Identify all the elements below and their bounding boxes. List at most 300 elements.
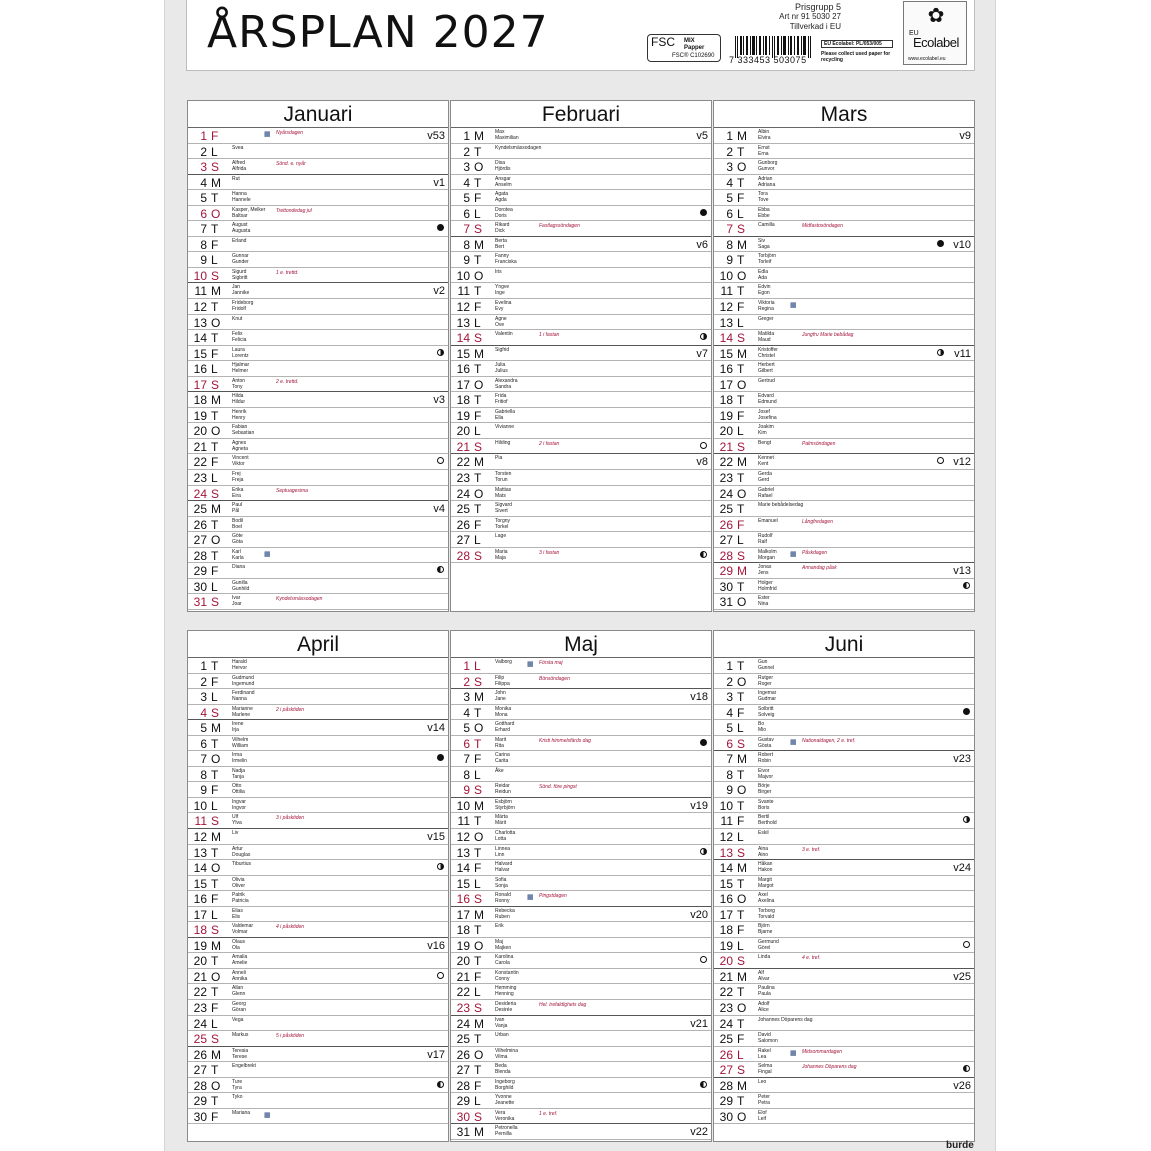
weekday-letter: L (737, 721, 744, 736)
day-number: 20 (193, 954, 207, 969)
day-row (188, 408, 448, 424)
weekday-letter: T (211, 767, 219, 782)
day-number: 26 (193, 1047, 207, 1062)
day-row (714, 315, 974, 331)
day-number: 25 (456, 502, 470, 517)
flag-icon: ▦ (264, 550, 271, 558)
month-name: Januari (188, 101, 448, 128)
price-group: Prisgrupp 5 (794, 2, 841, 12)
day-row (451, 767, 711, 783)
day-number: 18 (719, 393, 733, 408)
holiday-note: Pingstdagen (539, 893, 567, 900)
name-day: Teresia Terese (232, 1047, 249, 1060)
name-day: Josef Josefina (758, 408, 777, 421)
day-number: 24 (456, 1016, 470, 1031)
day-number: 8 (200, 237, 207, 252)
weekday-letter: T (737, 284, 745, 299)
day-number: 7 (200, 222, 207, 237)
day-number: 17 (719, 377, 733, 392)
calendar-header (186, 0, 975, 71)
holiday-note: Jungfru Marie bebådag (802, 332, 854, 339)
holiday-note: Kyndelsmässodagen (276, 596, 323, 603)
weekday-letter: L (474, 659, 481, 673)
weekday-letter: S (474, 222, 483, 237)
weekday-letter: O (737, 892, 747, 907)
day-row (714, 346, 974, 362)
day-number: 1 (200, 659, 207, 673)
day-row (714, 268, 974, 284)
weekday-letter: S (737, 548, 746, 563)
day-number: 1 (463, 129, 470, 143)
month-april (187, 630, 449, 1142)
weekday-letter: M (211, 830, 221, 845)
day-number: 14 (719, 861, 733, 876)
day-number: 15 (193, 876, 207, 891)
name-day: Ivan Vanja (495, 1016, 508, 1029)
weekday-letter: O (737, 783, 747, 798)
day-number: 20 (456, 424, 470, 439)
week-number: v13 (953, 565, 971, 578)
week-number: v25 (953, 970, 971, 983)
weekday-letter: M (211, 393, 221, 408)
name-day: Bertil Berthold (758, 814, 777, 827)
holiday-note: Midfastosöndagen (802, 223, 843, 230)
day-number: 24 (193, 1016, 207, 1031)
day-row (714, 439, 974, 455)
weekday-letter: O (737, 486, 747, 501)
name-day: Sigurd Sigbritt (232, 268, 248, 281)
weekday-letter: M (737, 237, 747, 252)
weekday-letter: S (211, 160, 220, 175)
name-day: Albin Elvira (758, 129, 771, 141)
day-number: 13 (193, 315, 207, 330)
day-row (188, 1093, 448, 1109)
day-number: 6 (726, 206, 733, 221)
day-row (188, 361, 448, 377)
name-day: Ingeborg Borghild (495, 1078, 515, 1091)
weekday-letter: T (737, 798, 745, 813)
day-number: 13 (719, 845, 733, 860)
moon-last-icon (437, 1081, 444, 1088)
weekday-letter: S (211, 268, 220, 283)
day-number: 4 (726, 175, 733, 190)
name-day: Linnea Linn (495, 845, 511, 858)
week-number: v15 (427, 831, 445, 844)
day-number: 12 (719, 830, 733, 845)
week-number: v8 (696, 456, 708, 469)
day-number: 3 (726, 160, 733, 175)
name-day: Knut (232, 315, 243, 322)
weekday-letter: O (474, 160, 484, 175)
day-number: 7 (463, 752, 470, 767)
name-day: Ture Tyra (232, 1078, 243, 1091)
week-number: v22 (690, 1126, 708, 1139)
day-number: 19 (193, 938, 207, 953)
weekday-letter: O (211, 315, 221, 330)
day-number: 21 (719, 439, 733, 454)
month-name: April (188, 631, 448, 658)
day-row (714, 1078, 974, 1094)
name-day: Frideborg Fridolf (232, 300, 254, 313)
day-number: 10 (456, 268, 470, 283)
day-row (188, 689, 448, 705)
day-row (451, 1062, 711, 1078)
weekday-letter: M (737, 564, 747, 579)
name-day: Allan Glenn (232, 985, 246, 998)
name-day: Holger Holmfrid (758, 579, 777, 592)
weekday-letter: F (474, 1078, 482, 1093)
day-row (714, 736, 974, 752)
weekday-letter: T (474, 1063, 482, 1078)
weekday-letter: M (737, 861, 747, 876)
weekday-letter: O (737, 268, 747, 283)
day-number: 6 (200, 736, 207, 751)
moon-last-icon (963, 582, 970, 589)
weekday-letter: T (474, 923, 482, 938)
day-row (451, 1078, 711, 1094)
moon-full-icon (700, 442, 707, 449)
name-day: Håkan Hakon (758, 861, 773, 874)
name-day: Olivia Oliver (232, 876, 246, 889)
day-row (714, 252, 974, 268)
moon-full-icon (700, 956, 707, 963)
day-row (714, 392, 974, 408)
moon-first-icon (437, 863, 444, 870)
day-row (451, 782, 711, 798)
moon-first-icon (700, 333, 707, 340)
weekday-letter: F (211, 237, 219, 252)
name-day: Tyko (232, 1094, 243, 1101)
day-row (188, 486, 448, 502)
day-number: 24 (719, 1016, 733, 1031)
day-row (714, 330, 974, 346)
moon-full-icon (937, 457, 944, 464)
name-day: Yvonne Jeanette (495, 1094, 515, 1107)
day-number: 28 (719, 548, 733, 563)
article-number: Art nr 91 5030 27 (779, 12, 841, 21)
moon-last-icon (437, 566, 444, 573)
holiday-note: 1 i fastan (539, 332, 560, 339)
name-day: Agnes Agneta (232, 439, 248, 452)
weekday-letter: T (211, 659, 219, 673)
holiday-note: Midsommardagen (802, 1048, 843, 1055)
day-row (188, 594, 448, 610)
weekday-letter: F (211, 129, 219, 143)
day-row (714, 470, 974, 486)
day-row (188, 144, 448, 160)
weekday-letter: S (474, 1001, 483, 1016)
day-row (451, 1031, 711, 1047)
day-number: 13 (456, 315, 470, 330)
day-number: 20 (456, 954, 470, 969)
day-row (451, 144, 711, 160)
weekday-letter: T (211, 736, 219, 751)
weekday-letter: S (211, 377, 220, 392)
weekday-letter: M (211, 1047, 221, 1062)
weekday-letter: S (211, 705, 220, 720)
weekday-letter: T (737, 907, 745, 922)
day-row (188, 782, 448, 798)
weekday-letter: T (737, 985, 745, 1000)
weekday-letter: L (211, 362, 218, 377)
day-number: 20 (193, 424, 207, 439)
moon-new-icon (937, 240, 944, 247)
holiday-note: Annandag påsk (802, 565, 837, 572)
day-number: 21 (193, 439, 207, 454)
day-number: 22 (456, 985, 470, 1000)
holiday-note: 3 i fastan (539, 549, 560, 556)
day-row (714, 891, 974, 907)
week-number: v17 (427, 1048, 445, 1061)
day-number: 8 (726, 767, 733, 782)
name-day: Patrik Patricia (232, 892, 249, 905)
day-row (188, 128, 448, 144)
day-row (714, 532, 974, 548)
weekday-letter: T (474, 1032, 482, 1047)
day-row (188, 377, 448, 393)
day-row (188, 175, 448, 191)
name-day: Ansgar Anselm (495, 175, 512, 188)
weekday-letter: S (737, 439, 746, 454)
name-day: Urban (495, 1032, 509, 1039)
day-row (188, 330, 448, 346)
weekday-letter: O (211, 752, 221, 767)
name-day: Petronella Pernilla (495, 1125, 518, 1138)
weekday-letter: M (474, 1016, 484, 1031)
day-number: 11 (194, 284, 207, 299)
day-row (451, 501, 711, 517)
day-row (451, 237, 711, 253)
fsc-paper: Papper (684, 45, 705, 51)
day-row (188, 501, 448, 517)
weekday-letter: F (737, 517, 745, 532)
day-number: 13 (719, 315, 733, 330)
day-row (188, 283, 448, 299)
name-day: Ulf Ylva (232, 814, 242, 827)
day-row (714, 953, 974, 969)
name-day: Edvard Edmund (758, 393, 777, 406)
name-day: Gudmund Ingemund (232, 674, 255, 687)
weekday-letter: S (211, 1032, 220, 1047)
flag-icon: ▦ (264, 1111, 271, 1119)
month-name: Mars (714, 101, 974, 128)
weekday-letter: F (474, 969, 482, 984)
day-row (714, 501, 974, 517)
weekday-letter: M (474, 1125, 484, 1140)
day-number: 12 (193, 300, 207, 315)
weekday-letter: M (211, 502, 221, 517)
week-number: v26 (953, 1079, 971, 1092)
day-number: 21 (456, 969, 470, 984)
weekday-letter: O (737, 674, 747, 689)
day-row (188, 1062, 448, 1078)
day-row (451, 953, 711, 969)
week-number: v20 (690, 908, 708, 921)
day-row (451, 206, 711, 222)
name-day: Kristoffer Christel (758, 346, 778, 359)
ecolabel-logo (903, 1, 967, 65)
weekday-letter: O (737, 1001, 747, 1016)
name-day: Liv (232, 830, 239, 837)
day-row (714, 782, 974, 798)
day-row (714, 767, 974, 783)
day-number: 22 (193, 985, 207, 1000)
weekday-letter: T (737, 1016, 745, 1031)
name-day: August Augusta (232, 222, 251, 235)
day-row (451, 969, 711, 985)
weekday-letter: F (474, 300, 482, 315)
name-day: Bo Mio (758, 721, 767, 734)
flag-icon: ▦ (527, 661, 534, 668)
weekday-letter: L (474, 206, 481, 221)
ecolabel-name: Ecolabel (913, 35, 959, 50)
moon-last-icon (963, 1065, 970, 1072)
fsc-mix: MIX (684, 38, 695, 44)
moon-last-icon (700, 551, 707, 558)
day-number: 17 (456, 907, 470, 922)
day-row (714, 579, 974, 595)
name-day: Kennet Kent (758, 455, 774, 468)
flag-icon: ▦ (790, 550, 797, 558)
week-number: v7 (696, 347, 708, 360)
day-number: 10 (456, 798, 470, 813)
day-number: 5 (726, 721, 733, 736)
day-number: 3 (726, 690, 733, 705)
month-juni (713, 630, 975, 1142)
name-day: Torgny Torkel (495, 517, 511, 530)
day-number: 12 (719, 300, 733, 315)
day-number: 7 (726, 222, 733, 237)
day-row (714, 845, 974, 861)
day-row (451, 454, 711, 470)
day-number: 5 (200, 191, 207, 206)
day-number: 1 (200, 129, 207, 143)
weekday-letter: M (737, 346, 747, 361)
day-row (188, 221, 448, 237)
name-day: Jonas Jens (758, 564, 772, 577)
day-row (714, 548, 974, 564)
day-number: 15 (719, 876, 733, 891)
day-number: 26 (719, 517, 733, 532)
holiday-note: Trettondedag jul (276, 207, 312, 214)
day-number: 11 (720, 284, 733, 299)
day-number: 14 (193, 331, 207, 346)
day-number: 25 (719, 1032, 733, 1047)
day-row (714, 813, 974, 829)
day-row (714, 237, 974, 253)
weekday-letter: M (737, 455, 747, 470)
day-number: 21 (456, 439, 470, 454)
day-row (188, 813, 448, 829)
day-number: 23 (193, 1001, 207, 1016)
day-row (188, 953, 448, 969)
day-number: 2 (200, 144, 207, 159)
day-number: 20 (719, 954, 733, 969)
name-day: Svante Boris (758, 798, 774, 811)
weekday-letter: S (474, 892, 483, 907)
name-day: Gabriel Rafael (758, 486, 775, 499)
day-row (188, 1031, 448, 1047)
weekday-letter: L (474, 315, 481, 330)
name-day: Laura Lorentz (232, 346, 249, 359)
ecolabel-eu: EU (909, 30, 919, 37)
weekday-letter: F (474, 191, 482, 206)
holiday-note: Johannes Döparens dag (802, 1064, 857, 1071)
week-number: v23 (953, 753, 971, 766)
day-row (451, 486, 711, 502)
weekday-letter: F (211, 892, 219, 907)
weekday-letter: L (737, 424, 744, 439)
day-number: 31 (456, 1125, 470, 1140)
name-day: Adrian Adriana (758, 175, 776, 188)
name-day: Ivar Joar (232, 595, 242, 608)
weekday-letter: L (474, 424, 481, 439)
name-day: Linda (758, 954, 771, 961)
holiday-note: 2 e. trettd. (276, 378, 299, 385)
day-number: 4 (463, 705, 470, 720)
name-day: Marit Rita (495, 736, 507, 749)
day-number: 25 (193, 1032, 207, 1047)
weekday-letter: S (474, 783, 483, 798)
week-number: v12 (953, 456, 971, 469)
day-row (714, 221, 974, 237)
day-number: 4 (200, 705, 207, 720)
name-day: Börje Birger (758, 783, 772, 796)
day-row (451, 938, 711, 954)
day-row (451, 1000, 711, 1016)
day-number: 9 (200, 253, 207, 268)
name-day: Gunilla Gunhild (232, 579, 250, 592)
weekday-letter: T (737, 471, 745, 486)
name-day: Karl Karla (232, 548, 244, 561)
name-day: John Jane (495, 690, 506, 703)
weekday-letter: T (474, 362, 482, 377)
day-number: 11 (457, 814, 470, 829)
weekday-letter: O (211, 1078, 221, 1093)
day-row (451, 736, 711, 752)
weekday-letter: F (211, 1001, 219, 1016)
made-in: Tillverkad i EU (789, 22, 841, 31)
week-number: v1 (433, 176, 445, 189)
week-number: v14 (427, 722, 445, 735)
day-row (188, 1000, 448, 1016)
day-row (714, 1047, 974, 1063)
weekday-letter: T (737, 579, 745, 594)
weekday-letter: T (474, 954, 482, 969)
day-number: 30 (193, 1109, 207, 1124)
weekday-letter: T (737, 659, 745, 673)
name-day: Carina Carita (495, 752, 510, 765)
weekday-letter: O (211, 424, 221, 439)
day-row (451, 346, 711, 362)
day-number: 23 (193, 471, 207, 486)
weekday-letter: T (211, 1063, 219, 1078)
day-row (714, 377, 974, 393)
day-number: 29 (719, 1094, 733, 1109)
day-row (714, 175, 974, 191)
flag-icon: ▦ (790, 302, 797, 310)
weekday-letter: T (737, 876, 745, 891)
day-number: 1 (726, 129, 733, 143)
holiday-note: 4 e. tref. (802, 955, 821, 962)
day-row (451, 377, 711, 393)
day-number: 18 (193, 393, 207, 408)
day-number: 6 (726, 736, 733, 751)
weekday-letter: L (211, 798, 218, 813)
day-number: 16 (456, 362, 470, 377)
name-day: Åke (495, 767, 504, 774)
day-row (451, 470, 711, 486)
